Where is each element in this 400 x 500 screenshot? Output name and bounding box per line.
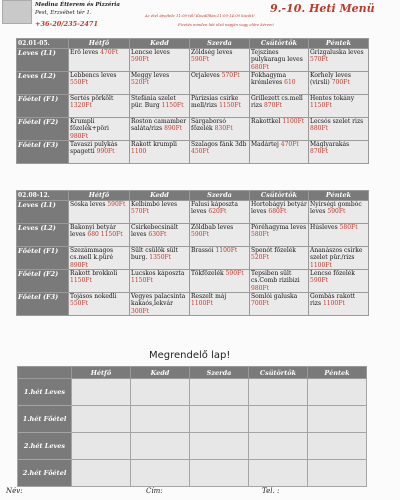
menu-cell <box>250 95 309 118</box>
order-row <box>18 433 367 460</box>
order-cell[interactable] <box>249 406 308 433</box>
menu-row <box>17 95 369 118</box>
dish-name: Grízgaluska leves <box>310 49 364 56</box>
dish-name: Hentes tokány <box>310 95 355 102</box>
menu-cell <box>190 118 250 141</box>
menu-cell <box>190 247 250 270</box>
dish-name: Sült csülök sült burg. <box>131 247 178 262</box>
day-header: Szerda <box>190 39 250 49</box>
restaurant-address: Pest, Erzsébet tér 1. <box>35 10 92 16</box>
dish-name: Tepsiben sült cs.Comb rizibizi <box>251 270 300 285</box>
dish-name: Grillezett cs.mell rizs <box>251 95 303 110</box>
menu-cell <box>190 224 250 247</box>
day-header: Szerda <box>190 191 250 201</box>
dish-price: 520Ft <box>251 254 270 262</box>
menu-row <box>17 224 369 247</box>
week-date: 02.01-05. <box>17 39 69 49</box>
menu-cell <box>309 247 369 270</box>
dish-price: 590Ft <box>191 231 210 239</box>
menu-cell <box>69 293 130 316</box>
menu-cell <box>130 293 190 316</box>
dish-price: 1350Ft <box>149 254 172 262</box>
dish-name: Húsleves <box>310 224 338 231</box>
menu-cell <box>130 201 190 224</box>
order-header-row <box>18 367 367 379</box>
dish-name: Krumpli főzelék+pöri <box>70 118 109 133</box>
menu-cell <box>69 224 130 247</box>
menu-cell <box>250 293 309 316</box>
menu-row <box>17 293 369 316</box>
course-label: Főétel (F3) <box>17 293 69 316</box>
dish-price: 1100Ft <box>282 118 305 125</box>
order-cell[interactable] <box>308 379 367 406</box>
order-row-label: 1.hét Főétel <box>18 406 72 433</box>
menu-cell <box>309 118 369 141</box>
dish-name: Szalagos fánk 3db <box>191 141 247 148</box>
dish-price: 870Ft <box>263 102 282 110</box>
address-label: Cím: <box>146 487 163 495</box>
dish-name: Póréhagyma leves <box>251 224 307 231</box>
dish-price: 570Ft <box>131 208 150 216</box>
menu-cell <box>309 293 369 316</box>
dish-price: 590Ft <box>131 56 150 64</box>
dish-price: 870Ft <box>310 148 329 156</box>
menu-cell <box>250 49 309 72</box>
menu-cell <box>69 49 130 72</box>
dish-price: 680 1150Ft <box>87 231 123 239</box>
menu-cell <box>309 72 369 95</box>
menu-cell <box>130 224 190 247</box>
day-header: Hétfő <box>69 39 130 49</box>
dish-price: 1320Ft <box>70 102 92 110</box>
order-cell[interactable] <box>72 433 131 460</box>
dish-name: Tejszínes pulykaragu leves <box>251 49 303 64</box>
order-day-header: Csütörtök <box>249 367 308 379</box>
dish-price: 1100 <box>131 148 147 156</box>
order-row-label: 2.hét Leves <box>18 433 72 460</box>
menu-row <box>17 201 369 224</box>
dish-name: Szezámmagos cs.mell k.püré <box>70 247 114 262</box>
dish-price: 890Ft <box>70 261 89 269</box>
dish-name: Lencse leves <box>131 49 170 56</box>
dish-name: Rakott krumpli <box>131 141 177 148</box>
course-label: Főétel (F2) <box>17 270 69 293</box>
menu-row <box>17 49 369 72</box>
restaurant-logo <box>2 0 32 24</box>
menu-cell <box>190 49 250 72</box>
day-header-row <box>17 39 369 49</box>
dish-name: Hortobágyi betyár leves <box>251 201 307 216</box>
order-cell[interactable] <box>72 460 131 487</box>
menu-cell <box>69 141 130 164</box>
menu-row <box>17 72 369 95</box>
payment-note: Fizetés minden hét első napján vagy előre kérem! <box>178 22 275 27</box>
phone-label: Tel. : <box>262 487 280 495</box>
day-header: Kedd <box>130 39 190 49</box>
order-form-table <box>17 366 367 487</box>
dish-name: Vegyes palacsinta kakaós,lekvár <box>131 293 186 308</box>
menu-cell <box>190 72 250 95</box>
dish-name: Brassói <box>191 247 214 254</box>
dish-name: Orjaleves <box>191 72 220 79</box>
menu-row <box>17 141 369 164</box>
dish-name: Sertés pörkölt <box>70 95 114 102</box>
dish-price: 610 <box>284 79 296 87</box>
week-date: 02.08-12. <box>17 191 69 201</box>
name-label: Név: <box>6 487 23 495</box>
menu-cell <box>190 293 250 316</box>
order-cell[interactable] <box>190 379 249 406</box>
dish-name: Tavaszi pulykás spagetti <box>70 141 118 156</box>
order-cell[interactable] <box>131 433 190 460</box>
dish-name: Kelbimbó leves <box>131 201 178 208</box>
menu-cell <box>250 141 309 164</box>
dish-price: 880Ft <box>310 125 329 133</box>
week1-menu-table <box>16 38 369 164</box>
dish-price: 1150Ft <box>219 102 241 110</box>
order-cell[interactable] <box>190 460 249 487</box>
menu-cell <box>250 72 309 95</box>
dish-name: Fokhagyma krémleves <box>251 72 287 87</box>
dish-name: Nyírségi gombóc leves <box>310 201 362 216</box>
dish-price: 1150Ft <box>310 102 332 110</box>
dish-price: 550Ft <box>70 79 89 87</box>
dish-price: 590Ft <box>107 201 126 208</box>
dish-price: 590Ft <box>310 277 329 285</box>
menu-cell <box>130 95 190 118</box>
dish-price: 1150Ft <box>131 277 153 285</box>
dish-name: Rakott brokkoli <box>70 270 118 277</box>
order-cell[interactable] <box>308 406 367 433</box>
dish-name: Bakonyi betyár leves <box>70 224 116 239</box>
menu-cell <box>69 201 130 224</box>
dish-name: Zöldbab leves <box>191 224 234 231</box>
restaurant-name: Medina Étterem és Pizzéria <box>35 2 120 8</box>
dish-name: Gombás rakott rizs <box>310 293 356 308</box>
dish-price: 980Ft <box>251 284 270 292</box>
menu-cell <box>250 201 309 224</box>
dish-price: 520Ft <box>131 79 150 87</box>
day-header: Csütörtök <box>250 191 309 201</box>
day-header: Kedd <box>130 191 190 201</box>
dish-name: Tökfőzelék <box>191 270 224 277</box>
dish-name: Madártej <box>251 141 279 148</box>
order-cell[interactable] <box>308 433 367 460</box>
dish-price: 590Ft <box>327 208 346 216</box>
dish-price: 1150Ft <box>161 102 184 110</box>
dish-price: 830Ft <box>214 125 233 133</box>
delivery-hours: Az étel átvétele 11:00-tól! Kiszállítás:11:00-14:00 között! <box>145 13 255 18</box>
dish-name: Rakottkel <box>251 118 281 125</box>
dish-price: 570Ft <box>310 56 329 64</box>
day-header: Péntek <box>309 191 369 201</box>
dish-name: Erő leves <box>70 49 99 56</box>
dish-name: Párizsias csirke mell/rizs <box>191 95 239 110</box>
order-cell[interactable] <box>308 460 367 487</box>
dish-name: Sóska leves <box>70 201 106 208</box>
order-cell[interactable] <box>190 406 249 433</box>
dish-price: 590Ft <box>191 56 210 64</box>
dish-name: Meggy leves <box>131 72 170 79</box>
dish-price: 470Ft <box>100 49 119 56</box>
dish-price: 1150Ft <box>70 277 92 285</box>
dish-price: 300Ft <box>131 307 150 315</box>
course-label: Főétel (F1) <box>17 247 69 270</box>
order-day-header: Péntek <box>308 367 367 379</box>
dish-name: Lucskos káposzta <box>131 270 185 277</box>
dish-price: 550Ft <box>70 300 89 308</box>
menu-cell <box>69 95 130 118</box>
dish-price: 470Ft <box>280 141 299 148</box>
menu-cell <box>190 270 250 293</box>
order-cell[interactable] <box>249 460 308 487</box>
order-row <box>18 406 367 433</box>
menu-cell <box>130 49 190 72</box>
menu-cell <box>309 201 369 224</box>
day-header: Hétfő <box>69 191 130 201</box>
menu-row <box>17 247 369 270</box>
order-row-label: 1.hét Leves <box>18 379 72 406</box>
dish-price: 1100Ft <box>191 300 213 308</box>
dish-name: Stefánia szelet pür. Burg <box>131 95 176 110</box>
dish-price: 1100Ft <box>310 261 332 269</box>
dish-price: 990Ft <box>96 148 115 156</box>
dish-price: 580Ft <box>339 224 358 231</box>
dish-name: Korhely leves (virsli) <box>310 72 351 87</box>
course-label: Leves (L2) <box>17 72 69 95</box>
dish-name: Reszelt máj <box>191 293 227 300</box>
order-cell[interactable] <box>249 379 308 406</box>
menu-cell <box>130 72 190 95</box>
day-header: Péntek <box>309 39 369 49</box>
order-form-title: Megrendelő lap! <box>149 350 231 361</box>
dish-price: 620Ft <box>208 208 227 216</box>
menu-cell <box>69 72 130 95</box>
order-day-header: Hétfő <box>72 367 131 379</box>
dish-name: Máglyarakás <box>310 141 350 148</box>
menu-cell <box>309 224 369 247</box>
day-header: Csütörtök <box>250 39 309 49</box>
dish-price: 1100Ft <box>322 300 345 308</box>
dish-price: 580Ft <box>251 231 270 239</box>
course-label: Főétel (F2) <box>17 118 69 141</box>
menu-row <box>17 118 369 141</box>
dish-price: 700Ft <box>251 300 270 308</box>
menu-cell <box>250 224 309 247</box>
menu-cell <box>309 95 369 118</box>
dish-price: 630Ft <box>148 231 167 239</box>
menu-cell <box>309 49 369 72</box>
dish-name: Somlói galuska <box>251 293 298 300</box>
menu-cell <box>250 270 309 293</box>
order-cell[interactable] <box>249 433 308 460</box>
order-day-header: Szerda <box>190 367 249 379</box>
order-row-label: 2.hét Főétel <box>18 460 72 487</box>
dish-name: Ananászos csirke szelet pür./rizs <box>310 247 363 262</box>
order-day-header: Kedd <box>131 367 190 379</box>
dish-name: Lencse főzelék <box>310 270 355 277</box>
dish-price: 590Ft <box>225 270 244 277</box>
dish-price: 700Ft <box>331 79 350 87</box>
course-label: Leves (L1) <box>17 49 69 72</box>
dish-price: 450Ft <box>191 148 210 156</box>
menu-row <box>17 270 369 293</box>
menu-cell <box>69 247 130 270</box>
menu-cell <box>309 270 369 293</box>
order-row <box>18 379 367 406</box>
course-label: Főétel (F1) <box>17 95 69 118</box>
course-label: Főétel (F3) <box>17 141 69 164</box>
order-cell[interactable] <box>131 406 190 433</box>
dish-name: Lebbencs leves <box>70 72 117 79</box>
menu-cell <box>69 118 130 141</box>
restaurant-phone: +36-20/235-2471 <box>35 20 98 28</box>
menu-cell <box>69 270 130 293</box>
order-cell[interactable] <box>131 379 190 406</box>
menu-cell <box>190 141 250 164</box>
dish-name: Sárgaborsó főzelék <box>191 118 226 133</box>
menu-cell <box>130 118 190 141</box>
menu-cell <box>190 95 250 118</box>
menu-cell <box>250 118 309 141</box>
menu-title: 9.-10. Heti Menü <box>270 2 375 15</box>
menu-cell <box>309 141 369 164</box>
dish-name: Spenót főzelék <box>251 247 296 254</box>
dish-name: Csirkebecsinált leves <box>131 224 179 239</box>
dish-price: 890Ft <box>164 125 183 133</box>
course-label: Leves (L1) <box>17 201 69 224</box>
dish-price: 680Ft <box>268 208 287 216</box>
menu-cell <box>130 270 190 293</box>
dish-name: Lecsós szelet rizs <box>310 118 364 125</box>
course-label: Leves (L2) <box>17 224 69 247</box>
week2-menu-table <box>16 190 369 316</box>
dish-name: Zöldség leves <box>191 49 233 56</box>
order-cell[interactable] <box>72 379 131 406</box>
dish-price: 570Ft <box>221 72 240 79</box>
menu-cell <box>130 141 190 164</box>
dish-name: Roston camamber saláta/rizs <box>131 118 187 133</box>
dish-name: Falusi káposzta leves <box>191 201 238 216</box>
dish-name: Tojásos nokedli <box>70 293 117 300</box>
order-cell[interactable] <box>72 406 131 433</box>
menu-cell <box>190 201 250 224</box>
order-cell[interactable] <box>190 433 249 460</box>
menu-cell <box>250 247 309 270</box>
order-cell[interactable] <box>131 460 190 487</box>
dish-price: 680Ft <box>251 63 270 71</box>
order-corner <box>18 367 72 379</box>
order-row <box>18 460 367 487</box>
dish-price: 1100Ft <box>215 247 238 254</box>
day-header-row <box>17 191 369 201</box>
dish-price: 980Ft <box>70 132 89 140</box>
menu-cell <box>130 247 190 270</box>
